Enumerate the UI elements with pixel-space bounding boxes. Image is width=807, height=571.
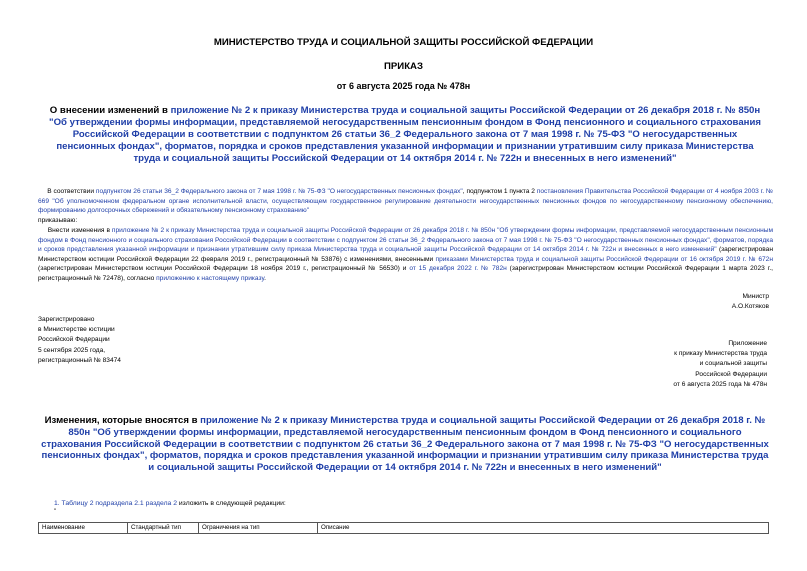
changes-title-lead: Изменения, которые вносятся в	[44, 415, 201, 426]
body-link-annex[interactable]: приложению к настоящему приказу	[156, 274, 265, 282]
appendix-line: Приложение	[728, 340, 767, 347]
preamble-link-decree[interactable]: постановления Правительства Российской Федерации от 4 ноября 2003 г. № 669 "Об уполномоченном федеральном органе исполнительной власти, осуществляющем государственное регулирование деятельности негосударственных пенсионных фондов по негосударственному пенсионному обеспечению, формированию долгосрочных сбережений и обязательному пенсионному страхованию"	[38, 188, 773, 215]
table-header-cell: Стандартный тип	[128, 523, 199, 534]
body-text-1: Внести изменения в	[47, 227, 112, 234]
body-text-5: .	[264, 274, 266, 282]
item-1-text: изложить в следующей редакции:	[177, 500, 286, 507]
item-1-link[interactable]: 1. Таблицу 2 подраздела 2.1 раздела 2	[54, 500, 177, 507]
quote-mark: "	[54, 509, 57, 515]
body-paragraph	[38, 226, 773, 284]
body-text-2: (зарегистрирован Министерством юстиции Российской Федерации 22 февраля 2019 г., регистрационный № 53876) с изменениями, внесенными	[38, 246, 773, 263]
registration-line: Российской Федерации	[38, 336, 110, 344]
registration-line: регистрационный № 83474	[38, 356, 121, 364]
body-link-order-672n[interactable]: приказами Министерства труда и социальной защиты Российской Федерации от 16 октября 2019 г. № 672н	[435, 255, 773, 263]
preamble-text-2: , подпунктом 1 пункта 2	[462, 188, 537, 195]
changes-title	[40, 415, 770, 474]
appendix-line: к приказу Министерства труда	[674, 350, 767, 358]
item-1	[54, 500, 286, 507]
order-word: приказываю:	[38, 217, 78, 224]
preamble-text-1: В соответствии	[47, 188, 96, 195]
table-header-cell: Наименование	[39, 523, 128, 534]
registration-line: 5 сентября 2025 года,	[38, 346, 106, 354]
body-text-4: (зарегистрирован Министерством юстиции Российской Федерации 1 марта 2023 г., регистрационный № 72478), согласно	[38, 265, 773, 282]
table-header-cell: Описание	[318, 523, 769, 534]
body-link-order-782n[interactable]: от 15 декабря 2022 г. № 782н	[409, 265, 507, 273]
signer-position: Министр	[742, 293, 769, 300]
registration-line: Зарегистрировано	[38, 316, 95, 323]
order-title-link[interactable]: приложение № 2 к приказу Министерства труда и социальной защиты Российской Федерации от 26 декабря 2018 г. № 850н "Об утверждении формы информации, представляемой негосударственным пенсионным фондом в Фонд пенсионного и социального страхования Российской Федерации в соответствии с подпунктом 26 статьи 36_2 Федерального закона от 7 мая 1998 г. № 75-ФЗ "О негосударственных пенсионных фондах", форматов, порядка и сроков представления указанной информации и признании утратившим силу приказа Министерства труда и социальной защиты Российской Федерации от 14 октября 2014 г. № 722н и внесенных в него изменений"	[49, 105, 761, 164]
registration-line: в Министерстве юстиции	[38, 326, 115, 334]
fields-table	[38, 522, 769, 534]
table-header-row	[39, 523, 769, 534]
preamble-link-law[interactable]: подпунктом 26 статьи 36_2 Федерального закона от 7 мая 1998 г. № 75-ФЗ "О негосударственных пенсионных фондах"	[95, 188, 463, 195]
registration-block	[38, 315, 121, 366]
document-date: от 6 августа 2025 года № 478н	[336, 81, 471, 91]
body-text-3: (зарегистрирован Министерством юстиции Российской Федерации 18 ноября 2019 г., регистрационный № 56530) и	[38, 265, 410, 273]
body-link-appendix[interactable]: приложение № 2 к приказу Министерства труда и социальной защиты Российской Федерации от 26 декабря 2018 г. № 850н "Об утверждении формы информации, представляемой негосударственным пенсионным фондом в Фонд пенсионного и социального страхования Российской Федерации в соответствии с подпунктом 26 статьи 36_2 Федерального закона от 7 мая 1998 г. № 75-ФЗ "О негосударственных пенсионных фондах", форматов, порядка и сроков представления указанной информации и признании утратившим силу приказа Министерства труда и социальной защиты Российской Федерации от 14 октября 2014 г. № 722н и внесенных в него изменений"	[38, 227, 773, 254]
appendix-block	[607, 339, 767, 390]
appendix-line: Российской Федерации	[695, 370, 767, 378]
appendix-line: и социальной защиты	[699, 360, 767, 368]
order-title	[45, 105, 765, 165]
ministry-heading: МИНИСТЕРСТВО ТРУДА И СОЦИАЛЬНОЙ ЗАЩИТЫ РОССИЙСКОЙ ФЕДЕРАЦИИ	[213, 37, 594, 48]
preamble-paragraph	[38, 187, 773, 216]
document-type: ПРИКАЗ	[384, 61, 423, 72]
appendix-line: от 6 августа 2025 года № 478н	[673, 380, 767, 388]
changes-title-link[interactable]: приложение № 2 к приказу Министерства труда и социальной защиты Российской Федерации от 26 декабря 2018 г. № 850н "Об утверждении формы информации, представляемой негосударственным пенсионным фондом в Фонд пенсионного и социального страхования Российской Федерации в соответствии с подпунктом 26 статьи 36_2 Федерального закона от 7 мая 1998 г. № 75-ФЗ "О негосударственных пенсионных фондах", форматов, порядка и сроков представления указанной информации и признании утратившим силу приказа Министерства труда и социальной защиты Российской Федерации от 14 октября 2014 г. № 722н и внесенных в него изменений"	[41, 415, 769, 474]
signer-name: А.О.Котяков	[731, 303, 769, 310]
order-title-lead: О внесении изменений в	[49, 105, 171, 116]
table-header-cell: Ограничения на тип	[199, 523, 318, 534]
